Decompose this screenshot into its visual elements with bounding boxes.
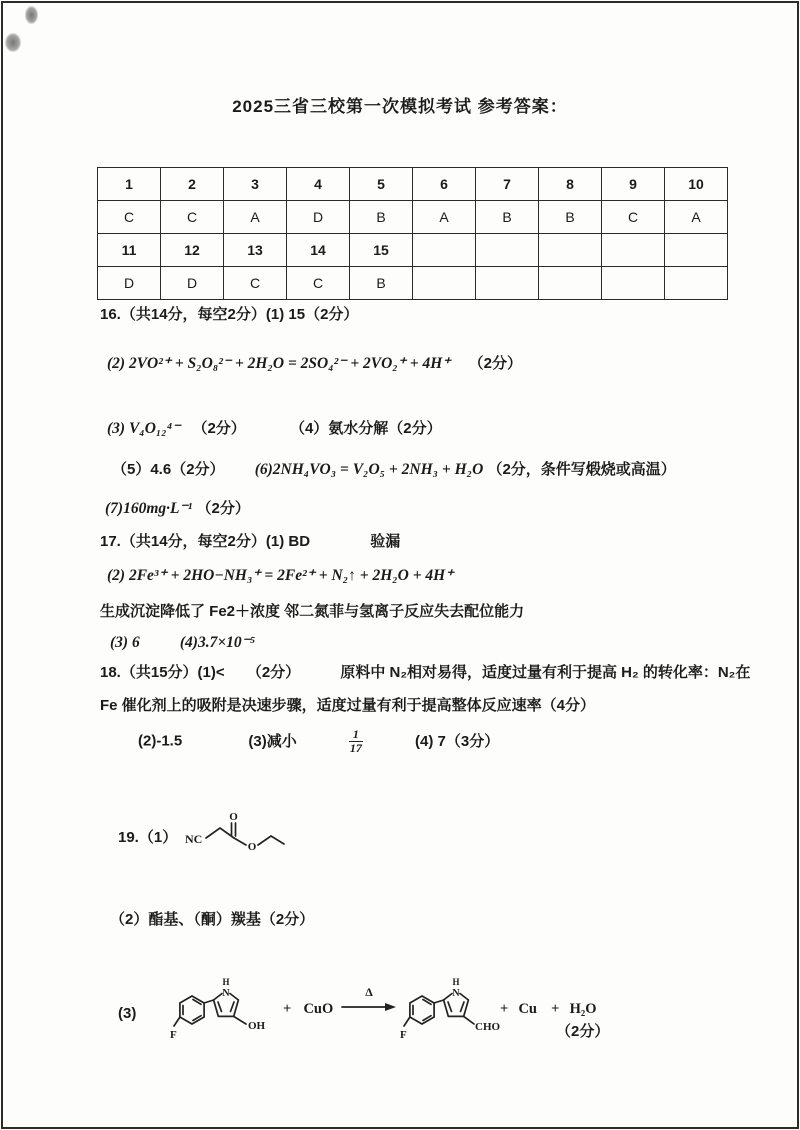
- table-cell: [476, 234, 539, 267]
- table-cell: [602, 234, 665, 267]
- table-row: [98, 201, 728, 234]
- nh-hydrogen-label: H: [452, 977, 460, 987]
- q19-answer-2-text: （2）酯基、（酮）羰基（2分）: [110, 911, 315, 928]
- table-cell: [539, 234, 602, 267]
- table-cell: C: [287, 267, 350, 300]
- product-side-terms: [500, 1000, 597, 1018]
- q17-answer-3: (3) 6: [110, 634, 140, 651]
- q17-explanation-text: 生成沉淀降低了 Fe2＋浓度 邻二氮菲与氢离子反应失去配位能力: [100, 603, 525, 620]
- table-cell: 9: [602, 168, 665, 201]
- table-cell: 10: [665, 168, 728, 201]
- q19-label-3: [118, 1005, 136, 1022]
- q17-equation-2: [107, 566, 453, 585]
- table-cell: 6: [413, 168, 476, 201]
- table-cell: [476, 267, 539, 300]
- q18-answer-3: (3)减小: [248, 732, 297, 750]
- table-cell: C: [602, 201, 665, 234]
- q16-equation-2: [107, 352, 522, 373]
- q19-answer-2: [110, 908, 314, 929]
- q16-answer-5: （5）4.6（2分）: [112, 461, 225, 478]
- benzene-inner-bonds: [183, 1000, 201, 1021]
- table-row: [98, 168, 728, 201]
- nitrogen-label: N: [222, 988, 230, 999]
- plus-sign: +: [551, 1001, 560, 1017]
- bond-line: [234, 838, 246, 845]
- table-cell: D: [161, 267, 224, 300]
- table-cell: [665, 234, 728, 267]
- table-cell: D: [98, 267, 161, 300]
- q16-answer-4: （4）氨水分解（2分）: [289, 420, 442, 437]
- table-cell: 3: [224, 168, 287, 201]
- fluoro-bond: [404, 1017, 410, 1026]
- plus-before-cuo: [283, 1000, 333, 1018]
- q18-header-line: [100, 661, 750, 682]
- q17-header-line: [100, 530, 400, 551]
- table-cell: B: [350, 201, 413, 234]
- table-cell: A: [413, 201, 476, 234]
- plus-sign: +: [283, 1001, 292, 1017]
- q19-answer-3-score: [556, 1020, 609, 1041]
- table-cell: 12: [161, 234, 224, 267]
- answer-table: [97, 167, 728, 300]
- molecule-ethyl-cyanoacetate: [183, 810, 303, 865]
- q16-answer-7-text: (7)160mg·L⁻¹: [105, 500, 193, 517]
- q17-explanation: [100, 600, 524, 621]
- biaryl-bond: [434, 1000, 444, 1003]
- bond-line: [206, 828, 234, 838]
- table-cell: [665, 267, 728, 300]
- q17-answer-1: 17.（共14分，每空2分）(1) BD: [100, 533, 311, 550]
- biaryl-bond: [204, 1000, 214, 1003]
- hydroxyl-label: OH: [248, 1020, 266, 1032]
- delta-condition-label: Δ: [365, 985, 373, 999]
- ethyl-bond-line: [258, 836, 284, 845]
- q18-fraction-denominator: 17: [349, 741, 362, 756]
- q16-answer-3: (3) V₄O₁₂⁴⁻: [107, 420, 181, 437]
- table-cell: 7: [476, 168, 539, 201]
- q18-answers-2-3-4: [138, 728, 499, 755]
- scan-artifact: [5, 33, 21, 52]
- table-cell: [539, 267, 602, 300]
- q16-answer-1: 16.（共14分，每空2分）(1) 15（2分）: [100, 306, 359, 323]
- q17-equation-2-text: (2) 2Fe³⁺ + 2HO−NH₃⁺ = 2Fe²⁺ + N₂↑ + 2H₂O + 4H⁺: [107, 567, 454, 584]
- q18-answer-1-score: （2分）: [246, 664, 301, 681]
- q18-answer-1-reason: 原料中 N₂相对易得，适度过量有利于提高 H₂ 的转化率：N₂在: [340, 664, 751, 681]
- table-cell: C: [161, 201, 224, 234]
- q16-header-line: [100, 303, 358, 324]
- q18-reason-line-2: [100, 694, 595, 715]
- table-cell: 11: [98, 234, 161, 267]
- fluorine-label: F: [400, 1029, 407, 1041]
- table-cell: [602, 267, 665, 300]
- table-cell: C: [224, 267, 287, 300]
- q16-answer-7: [105, 497, 250, 518]
- molecule-product-pyrrole-aldehyde: [398, 978, 510, 1044]
- reaction-arrow: [340, 985, 398, 1015]
- cuo-label: CuO: [303, 1001, 334, 1017]
- table-cell: 8: [539, 168, 602, 201]
- table-row: [98, 267, 728, 300]
- table-cell: 1: [98, 168, 161, 201]
- table-cell: B: [539, 201, 602, 234]
- h2o-label: H₂O: [569, 1001, 597, 1017]
- nitrile-label: NC: [185, 832, 203, 846]
- fluoro-bond: [174, 1017, 180, 1026]
- table-cell: 5: [350, 168, 413, 201]
- nh-hydrogen-label: H: [222, 977, 230, 987]
- table-cell: 14: [287, 234, 350, 267]
- molecule-reactant-pyrrole-alcohol: [168, 978, 276, 1044]
- q16-answer-7-score: （2分）: [196, 500, 250, 517]
- q17-answers-3-4: [110, 633, 255, 652]
- q19-label-1-text: 19.（1）: [118, 829, 178, 846]
- table-row: [98, 234, 728, 267]
- q16-answer-6-score: （2分，条件写煅烧或高温）: [487, 461, 676, 478]
- table-cell: 13: [224, 234, 287, 267]
- q16-answer-6: (6)2NH₄VO₃ = V₂O₅ + 2NH₃ + H₂O: [254, 461, 484, 478]
- table-cell: 2: [161, 168, 224, 201]
- q16-equation-2-text: (2) 2VO²⁺ + S₂O₈²⁻ + 2H₂O = 2SO₄²⁻ + 2VO₂⁺ + 4H⁺: [107, 355, 451, 372]
- table-cell: D: [287, 201, 350, 234]
- q16-answers-5-6: [112, 458, 676, 479]
- nitrogen-label: N: [452, 988, 460, 999]
- q19-label-3-text: (3): [118, 1005, 137, 1022]
- substituent-bond: [234, 1016, 246, 1024]
- table-cell: [413, 267, 476, 300]
- table-cell: B: [476, 201, 539, 234]
- q19-answer-3-score-text: （2分）: [556, 1023, 610, 1040]
- table-cell: B: [350, 267, 413, 300]
- table-cell: A: [224, 201, 287, 234]
- q18-reason-line-2-text: Fe 催化剂上的吸附是决速步骤，适度过量有利于提高整体反应速率（4分）: [100, 697, 596, 714]
- arrow-head: [385, 1003, 396, 1011]
- table-cell: 15: [350, 234, 413, 267]
- table-cell: 4: [287, 168, 350, 201]
- q17-answer-1-extra: 验漏: [370, 533, 401, 550]
- carbonyl-oxygen-label: O: [229, 811, 238, 823]
- q16-equation-2-score: （2分）: [468, 355, 522, 372]
- fluorine-label: F: [170, 1029, 177, 1041]
- substituent-bond: [464, 1016, 474, 1024]
- q17-answer-4: (4)3.7×10⁻⁵: [179, 634, 256, 651]
- carbonyl-double-bond: [232, 823, 236, 836]
- plus-sign: +: [500, 1001, 509, 1017]
- pyrrole-inner-bonds: [218, 1002, 234, 1012]
- q19-label-1: [118, 826, 177, 847]
- table-cell: C: [98, 201, 161, 234]
- q16-answer-3-score: （2分）: [192, 420, 246, 437]
- q16-answers-3-4: [107, 417, 442, 438]
- q18-answer-2: (2)-1.5: [138, 732, 183, 750]
- q18-fraction: [349, 728, 363, 755]
- cu-label: Cu: [518, 1001, 537, 1017]
- pyrrole-inner-bonds: [448, 1002, 464, 1012]
- benzene-inner-bonds: [413, 1000, 431, 1021]
- table-cell: [413, 234, 476, 267]
- scan-artifact: [25, 6, 38, 24]
- table-cell: A: [665, 201, 728, 234]
- q18-answer-4: (4) 7（3分）: [415, 732, 500, 750]
- ester-oxygen-label: O: [247, 841, 257, 853]
- q18-answer-1: 18.（共15分）(1)<: [100, 664, 225, 681]
- aldehyde-label: CHO: [475, 1021, 501, 1033]
- page-title: 2025三省三校第一次模拟考试 参考答案：: [232, 97, 568, 116]
- q18-fraction-numerator: 1: [349, 728, 363, 742]
